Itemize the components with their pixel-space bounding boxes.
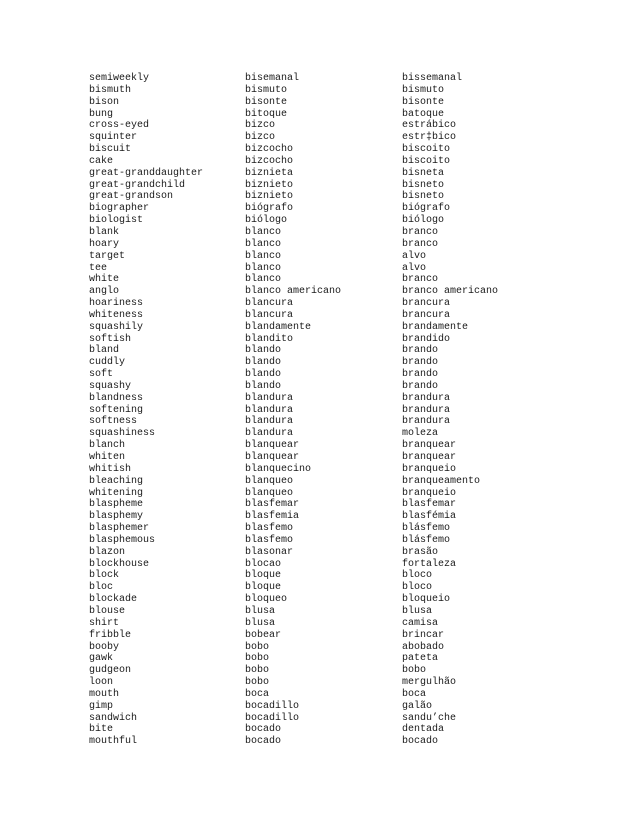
table-row bbox=[89, 298, 542, 310]
spanish-word: boca bbox=[245, 688, 270, 700]
portuguese-word: blásfemo bbox=[402, 534, 451, 546]
spanish-word: blusa bbox=[245, 617, 276, 629]
english-word: bland bbox=[89, 345, 120, 357]
english-word: soft bbox=[89, 369, 114, 381]
table-row bbox=[89, 570, 542, 582]
portuguese-word: branqueamento bbox=[402, 475, 481, 487]
table-row bbox=[89, 381, 542, 393]
table-row bbox=[89, 488, 542, 500]
english-word: hoary bbox=[89, 238, 120, 250]
table-row bbox=[89, 168, 542, 180]
english-word: bloc bbox=[89, 582, 114, 594]
portuguese-word: brancura bbox=[402, 298, 451, 310]
word-list-table bbox=[89, 73, 542, 748]
spanish-word: biólogo bbox=[245, 215, 288, 227]
portuguese-word: biscoito bbox=[402, 155, 451, 167]
table-row bbox=[89, 452, 542, 464]
portuguese-word: alvo bbox=[402, 250, 427, 262]
spanish-word: blanquear bbox=[245, 440, 300, 452]
english-word: whiten bbox=[89, 452, 126, 463]
portuguese-word: mergulhão bbox=[402, 677, 457, 689]
portuguese-word: biólogo bbox=[402, 215, 445, 227]
portuguese-word: bobo bbox=[402, 665, 427, 677]
portuguese-word: abobado bbox=[402, 641, 445, 653]
portuguese-word: moleza bbox=[402, 428, 439, 440]
table-row bbox=[89, 263, 542, 275]
spanish-word: blandura bbox=[245, 404, 294, 416]
english-word: shirt bbox=[89, 617, 120, 629]
portuguese-word: brandido bbox=[402, 333, 451, 345]
spanish-word: blandamente bbox=[245, 321, 312, 333]
english-word: gudgeon bbox=[89, 665, 132, 677]
spanish-word: blando bbox=[245, 369, 282, 381]
spanish-word: bloqueo bbox=[245, 594, 288, 606]
table-row bbox=[89, 120, 542, 132]
portuguese-word: batoque bbox=[402, 108, 445, 120]
english-word: booby bbox=[89, 641, 120, 653]
english-word: squashiness bbox=[89, 428, 156, 440]
spanish-word: blanco bbox=[245, 250, 282, 262]
table-row bbox=[89, 606, 542, 618]
english-word: fribble bbox=[89, 629, 132, 641]
english-word: blank bbox=[89, 226, 120, 238]
spanish-word: bocado bbox=[245, 724, 282, 736]
portuguese-word: branquear bbox=[402, 452, 457, 463]
spanish-word: blanco bbox=[245, 238, 282, 250]
table-row bbox=[89, 701, 542, 713]
table-row bbox=[89, 144, 542, 156]
spanish-word: blanco bbox=[245, 262, 282, 274]
table-row bbox=[89, 582, 542, 594]
table-row bbox=[89, 642, 542, 654]
table-row bbox=[89, 464, 542, 476]
spanish-word: blanco bbox=[245, 274, 282, 286]
spanish-word: blasonar bbox=[245, 546, 294, 558]
english-word: blasphemy bbox=[89, 511, 144, 523]
table-row bbox=[89, 499, 542, 511]
spanish-word: blusa bbox=[245, 605, 276, 617]
table-row bbox=[89, 85, 542, 97]
portuguese-word: blusa bbox=[402, 605, 433, 617]
spanish-word: biznieta bbox=[245, 167, 294, 179]
portuguese-word: blásfemo bbox=[402, 523, 451, 535]
english-word: sandwich bbox=[89, 712, 138, 724]
portuguese-word: blasfémia bbox=[402, 511, 457, 523]
english-word: cross-eyed bbox=[89, 120, 150, 132]
table-row bbox=[89, 440, 542, 452]
portuguese-word: branco americano bbox=[402, 286, 499, 298]
english-word: whitish bbox=[89, 463, 132, 475]
spanish-word: bisemanal bbox=[245, 73, 300, 84]
portuguese-word: galão bbox=[402, 700, 433, 712]
table-row bbox=[89, 286, 542, 298]
spanish-word: blandura bbox=[245, 392, 294, 404]
portuguese-word: brandura bbox=[402, 392, 451, 404]
spanish-word: bizco bbox=[245, 132, 276, 144]
table-row bbox=[89, 191, 542, 203]
spanish-word: blanqueo bbox=[245, 487, 294, 499]
english-word: softness bbox=[89, 416, 138, 428]
table-row bbox=[89, 132, 542, 144]
portuguese-word: brando bbox=[402, 345, 439, 357]
portuguese-word: brando bbox=[402, 369, 439, 381]
table-row bbox=[89, 322, 542, 334]
spanish-word: bizcocho bbox=[245, 155, 294, 167]
portuguese-word: brancura bbox=[402, 309, 451, 321]
english-word: blaspheme bbox=[89, 499, 144, 511]
english-word: loon bbox=[89, 677, 114, 689]
table-row bbox=[89, 416, 542, 428]
table-row bbox=[89, 724, 542, 736]
portuguese-word: bisonte bbox=[402, 96, 445, 108]
english-word: blasphemer bbox=[89, 523, 150, 535]
spanish-word: blanquear bbox=[245, 452, 300, 463]
portuguese-word: branco bbox=[402, 274, 439, 286]
portuguese-word: estrábico bbox=[402, 120, 457, 132]
spanish-word: bocadillo bbox=[245, 700, 300, 712]
portuguese-word: biógrafo bbox=[402, 203, 451, 215]
spanish-word: blancura bbox=[245, 298, 294, 310]
english-word: bite bbox=[89, 724, 114, 736]
table-row bbox=[89, 511, 542, 523]
spanish-word: blanquecino bbox=[245, 463, 312, 475]
portuguese-word: bissemanal bbox=[402, 73, 463, 84]
english-word: biologist bbox=[89, 215, 144, 227]
spanish-word: blasfemar bbox=[245, 499, 300, 511]
table-row bbox=[89, 345, 542, 357]
english-word: whitening bbox=[89, 487, 144, 499]
english-word: squashy bbox=[89, 380, 132, 392]
table-row bbox=[89, 618, 542, 630]
portuguese-word: camisa bbox=[402, 617, 439, 629]
table-row bbox=[89, 369, 542, 381]
spanish-word: bobear bbox=[245, 629, 282, 641]
table-row bbox=[89, 203, 542, 215]
portuguese-word: brandamente bbox=[402, 321, 469, 333]
table-row bbox=[89, 677, 542, 689]
table-row bbox=[89, 334, 542, 346]
english-word: blasphemous bbox=[89, 534, 156, 546]
english-word: target bbox=[89, 250, 126, 262]
english-word: squashily bbox=[89, 321, 144, 333]
table-row bbox=[89, 594, 542, 606]
english-word: blouse bbox=[89, 605, 126, 617]
english-word: mouthful bbox=[89, 736, 138, 748]
spanish-word: blandito bbox=[245, 333, 294, 345]
spanish-word: blocao bbox=[245, 558, 282, 570]
table-row bbox=[89, 665, 542, 677]
portuguese-word: sandu’che bbox=[402, 712, 457, 724]
table-row bbox=[89, 73, 542, 85]
english-word: cuddly bbox=[89, 357, 126, 369]
table-row bbox=[89, 239, 542, 251]
spanish-word: blanco bbox=[245, 226, 282, 238]
portuguese-word: bismuto bbox=[402, 84, 445, 96]
table-row bbox=[89, 310, 542, 322]
spanish-word: bobo bbox=[245, 653, 270, 665]
english-word: block bbox=[89, 570, 120, 582]
english-word: gawk bbox=[89, 653, 114, 665]
portuguese-word: bloco bbox=[402, 570, 433, 582]
portuguese-word: brando bbox=[402, 380, 439, 392]
spanish-word: bismuto bbox=[245, 84, 288, 96]
spanish-word: bobo bbox=[245, 677, 270, 689]
portuguese-word: bisneto bbox=[402, 179, 445, 191]
spanish-word: blando bbox=[245, 380, 282, 392]
portuguese-word: brando bbox=[402, 357, 439, 369]
spanish-word: blasfemia bbox=[245, 511, 300, 523]
portuguese-word: bocado bbox=[402, 736, 439, 748]
spanish-word: blancura bbox=[245, 309, 294, 321]
portuguese-word: branquear bbox=[402, 440, 457, 452]
portuguese-word: boca bbox=[402, 688, 427, 700]
table-row bbox=[89, 476, 542, 488]
english-word: great-grandson bbox=[89, 191, 174, 203]
portuguese-word: biscoito bbox=[402, 144, 451, 156]
portuguese-word: brasão bbox=[402, 546, 439, 558]
portuguese-word: dentada bbox=[402, 724, 445, 736]
table-row bbox=[89, 559, 542, 571]
spanish-word: bloque bbox=[245, 570, 282, 582]
portuguese-word: bloqueio bbox=[402, 594, 451, 606]
english-word: bison bbox=[89, 96, 120, 108]
table-row bbox=[89, 274, 542, 286]
table-row bbox=[89, 523, 542, 535]
table-row bbox=[89, 653, 542, 665]
spanish-word: blanco americano bbox=[245, 286, 342, 298]
portuguese-word: bisneta bbox=[402, 167, 445, 179]
english-word: mouth bbox=[89, 688, 120, 700]
portuguese-word: branqueio bbox=[402, 487, 457, 499]
spanish-word: bobo bbox=[245, 665, 270, 677]
portuguese-word: branco bbox=[402, 226, 439, 238]
portuguese-word: brandura bbox=[402, 416, 451, 428]
english-word: white bbox=[89, 274, 120, 286]
spanish-word: bocado bbox=[245, 736, 282, 748]
english-word: gimp bbox=[89, 700, 114, 712]
portuguese-word: brandura bbox=[402, 404, 451, 416]
spanish-word: blandura bbox=[245, 428, 294, 440]
table-row bbox=[89, 109, 542, 121]
english-word: great-granddaughter bbox=[89, 167, 204, 179]
english-word: softening bbox=[89, 404, 144, 416]
table-row bbox=[89, 547, 542, 559]
spanish-word: bloque bbox=[245, 582, 282, 594]
english-word: semiweekly bbox=[89, 73, 150, 84]
english-word: hoariness bbox=[89, 298, 144, 310]
spanish-word: blandura bbox=[245, 416, 294, 428]
table-row bbox=[89, 736, 542, 748]
english-word: blandness bbox=[89, 392, 144, 404]
table-row bbox=[89, 689, 542, 701]
table-row bbox=[89, 97, 542, 109]
spanish-word: biznieto bbox=[245, 179, 294, 191]
portuguese-word: alvo bbox=[402, 262, 427, 274]
portuguese-word: brincar bbox=[402, 629, 445, 641]
table-row bbox=[89, 227, 542, 239]
table-row bbox=[89, 251, 542, 263]
table-row bbox=[89, 405, 542, 417]
english-word: blockhouse bbox=[89, 558, 150, 570]
spanish-word: bizcocho bbox=[245, 144, 294, 156]
table-row bbox=[89, 180, 542, 192]
portuguese-word: branqueio bbox=[402, 463, 457, 475]
spanish-word: biznieto bbox=[245, 191, 294, 203]
portuguese-word: bloco bbox=[402, 582, 433, 594]
spanish-word: bocadillo bbox=[245, 712, 300, 724]
english-word: softish bbox=[89, 333, 132, 345]
spanish-word: blando bbox=[245, 357, 282, 369]
english-word: cake bbox=[89, 155, 114, 167]
table-row bbox=[89, 713, 542, 725]
table-row bbox=[89, 428, 542, 440]
portuguese-word: bisneto bbox=[402, 191, 445, 203]
table-row bbox=[89, 357, 542, 369]
english-word: biographer bbox=[89, 203, 150, 215]
english-word: bung bbox=[89, 108, 114, 120]
spanish-word: bizco bbox=[245, 120, 276, 132]
portuguese-word: blasfemar bbox=[402, 499, 457, 511]
spanish-word: bisonte bbox=[245, 96, 288, 108]
english-word: biscuit bbox=[89, 144, 132, 156]
english-word: blazon bbox=[89, 546, 126, 558]
portuguese-word: branco bbox=[402, 238, 439, 250]
english-word: great-grandchild bbox=[89, 179, 186, 191]
spanish-word: blasfemo bbox=[245, 534, 294, 546]
portuguese-word: pateta bbox=[402, 653, 439, 665]
english-word: blanch bbox=[89, 440, 126, 452]
portuguese-word: estr‡bico bbox=[402, 132, 457, 144]
spanish-word: biógrafo bbox=[245, 203, 294, 215]
english-word: bleaching bbox=[89, 475, 144, 487]
table-row bbox=[89, 535, 542, 547]
spanish-word: blasfemo bbox=[245, 523, 294, 535]
english-word: squinter bbox=[89, 132, 138, 144]
english-word: blockade bbox=[89, 594, 138, 606]
table-row bbox=[89, 630, 542, 642]
table-row bbox=[89, 156, 542, 168]
table-row bbox=[89, 393, 542, 405]
english-word: tee bbox=[89, 262, 108, 274]
word-list-body bbox=[89, 73, 542, 748]
english-word: anglo bbox=[89, 286, 120, 298]
portuguese-word: fortaleza bbox=[402, 558, 457, 570]
spanish-word: bitoque bbox=[245, 108, 288, 120]
spanish-word: blando bbox=[245, 345, 282, 357]
table-row bbox=[89, 215, 542, 227]
spanish-word: bobo bbox=[245, 641, 270, 653]
spanish-word: blanqueo bbox=[245, 475, 294, 487]
english-word: whiteness bbox=[89, 309, 144, 321]
english-word: bismuth bbox=[89, 84, 132, 96]
